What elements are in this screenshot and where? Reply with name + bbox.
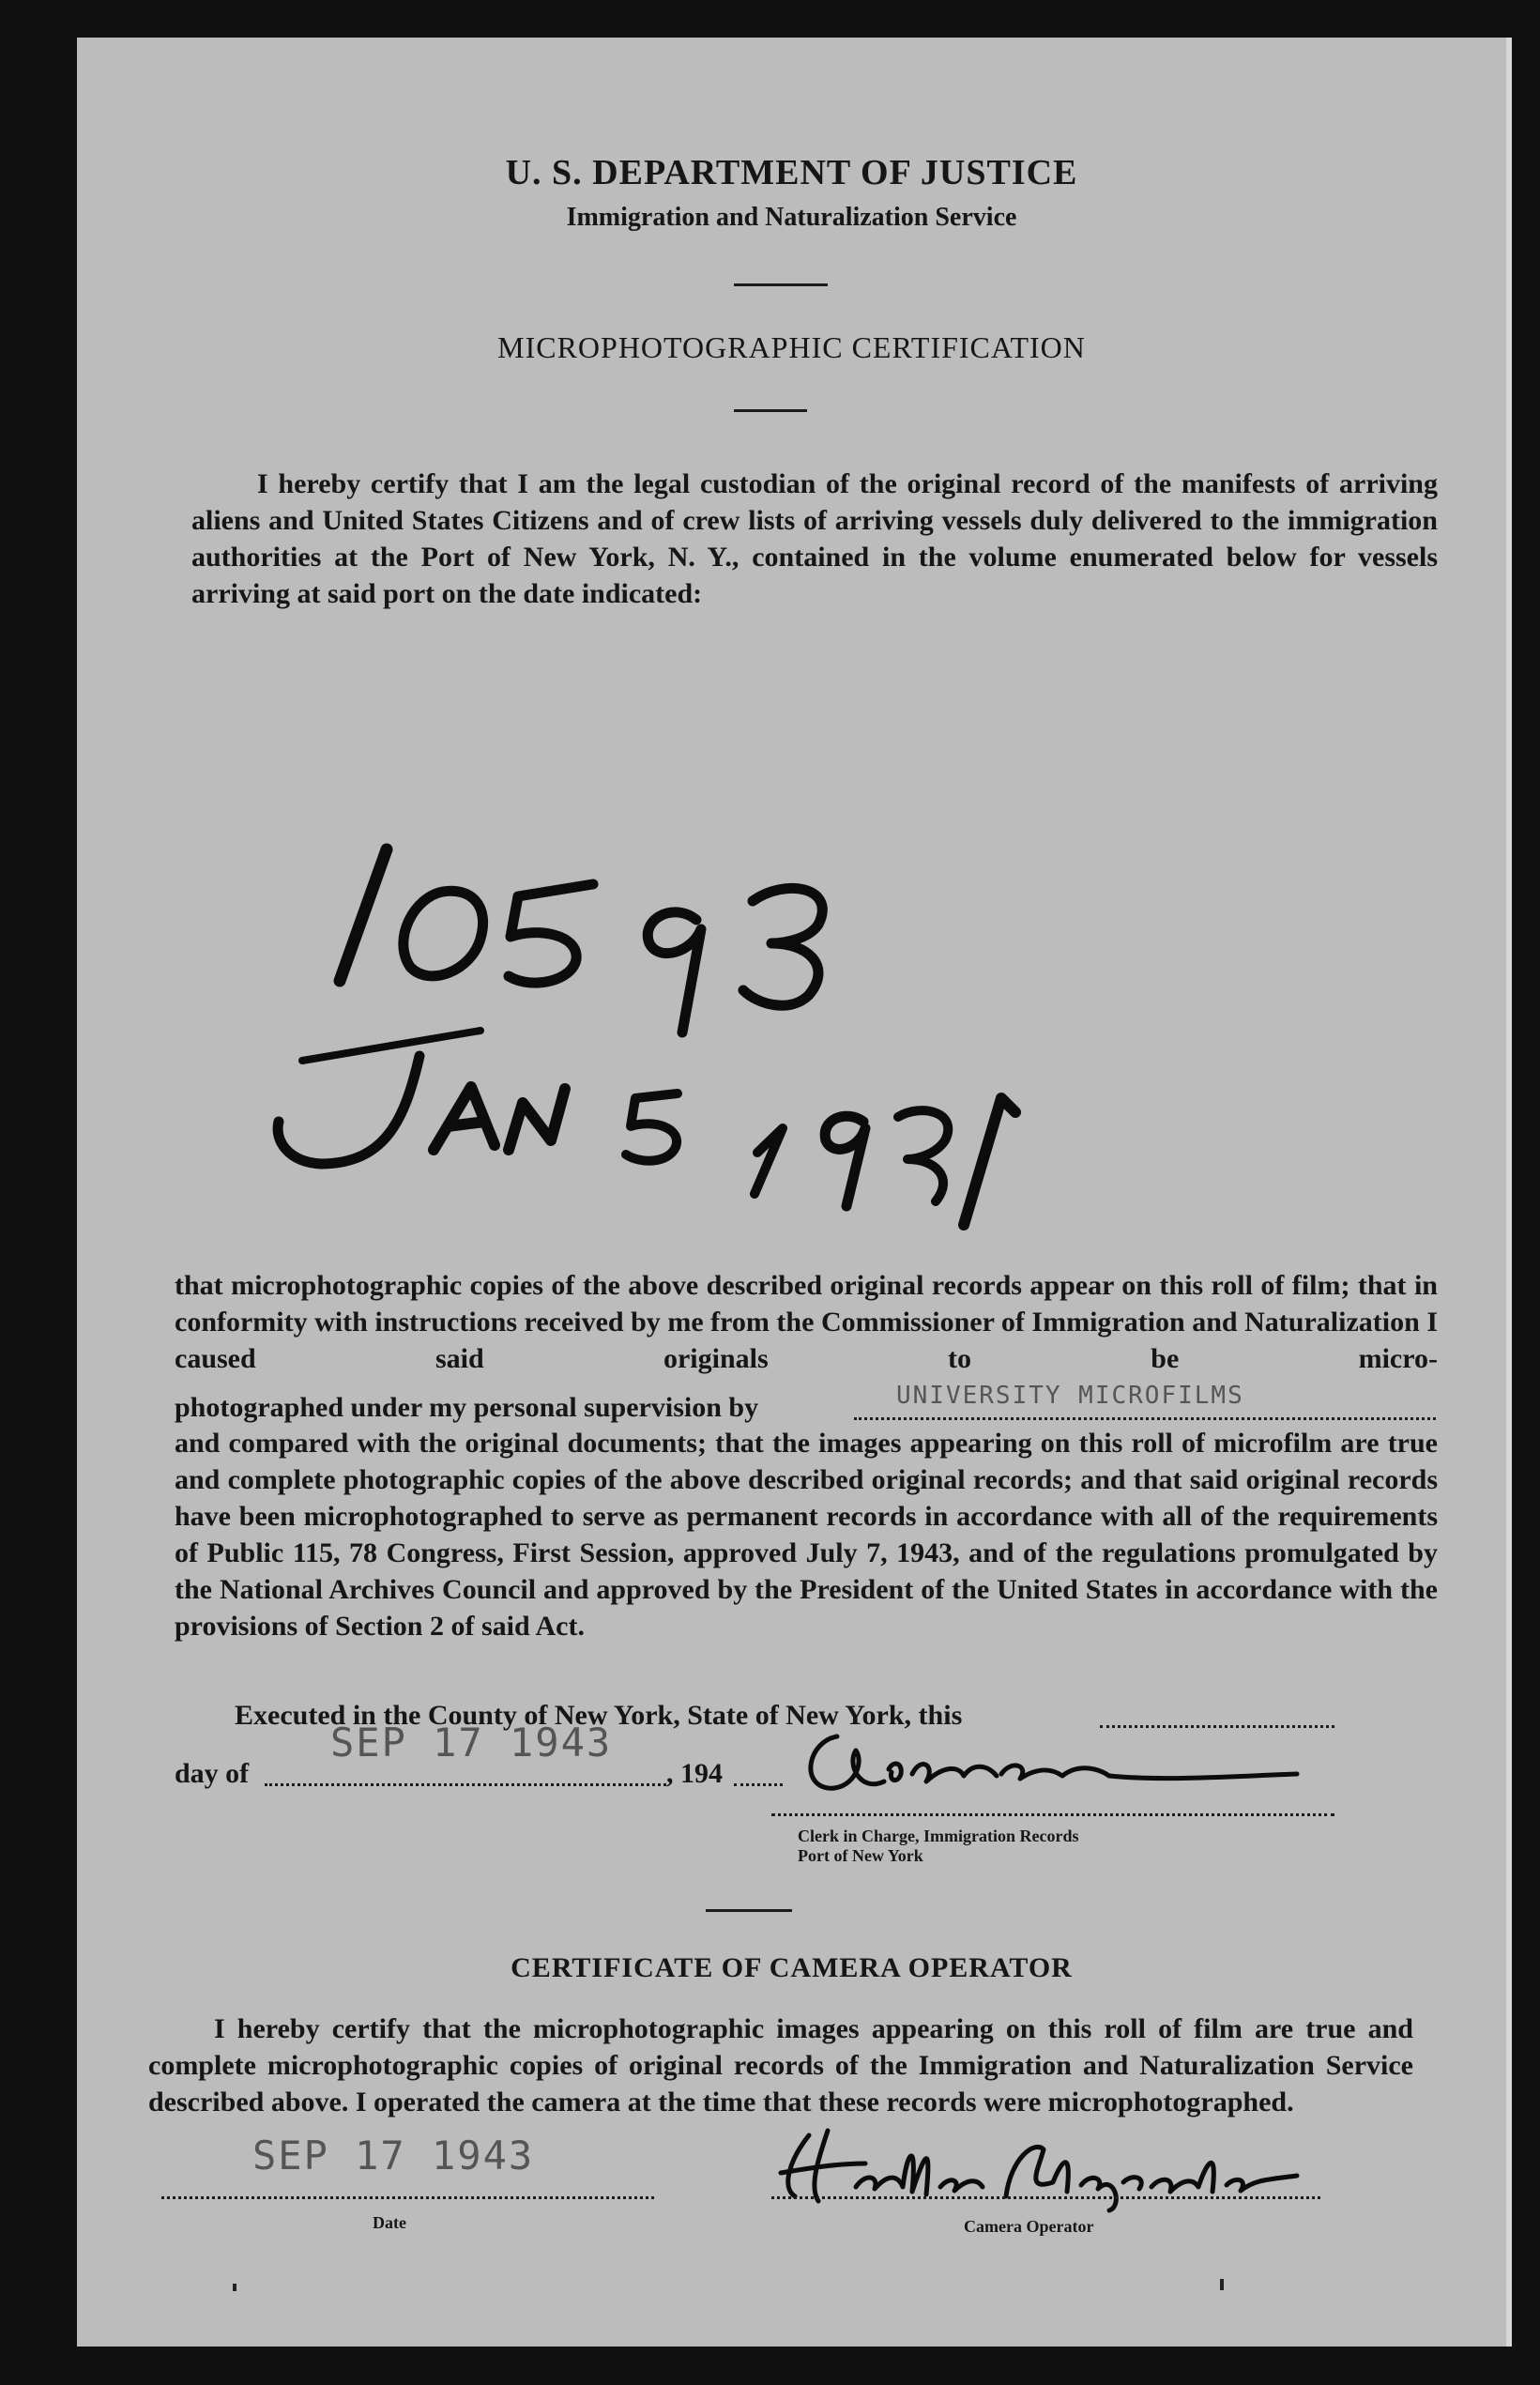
film-speck — [1220, 2279, 1224, 2290]
camera-operator-signature — [753, 2121, 1316, 2215]
service-subheading: Immigration and Naturalization Service — [566, 203, 1017, 232]
executed-label: Executed in the County of New York, State of New York, this — [235, 1700, 963, 1731]
divider — [706, 1909, 792, 1912]
copies-paragraph-intro: that microphotographic copies of the above described original records appear on this roll of film; that in conformity with instructions received by me from the Commissioner of Immigration and Naturalization I caused said originals to be micro- — [175, 1270, 1438, 1374]
camera-operator-paragraph: I hereby certify that the microphotographic images appearing on this roll of film are true and complete microphotographic copies of original records of the Immigration and Naturalization Service described above. I operated the camera at the time that these records were microphotographed. — [148, 2013, 1413, 2117]
certification-title: MICROPHOTOGRAPHIC CERTIFICATION — [497, 330, 1086, 364]
supervisor-stamp: UNIVERSITY MICROFILMS — [896, 1382, 1244, 1410]
date-label: Date — [373, 2213, 406, 2232]
supervision-label: photographed under my personal supervision by — [175, 1392, 759, 1423]
clerk-dotted-line — [771, 1813, 1334, 1816]
copies-paragraph-rest: and compared with the original documents; that the images appearing on this roll of microfilm are true and complete photographic copies of the above described original records; and that said original records have been microphotographed to serve as permanent records in accordance with all of the requirements of Public 115, 78 Congress, First Session, approved July 7, 1943, and of the regulations promulgated by the National Archives Council and approved by the President of the United States in accordance with the provisions of Section 2 of said Act. — [175, 1428, 1438, 1642]
film-speck — [233, 2284, 236, 2291]
execution-date-stamp: SEP 17 1943 — [330, 1720, 613, 1766]
camera-operator-title: CERTIFICATE OF CAMERA OPERATOR — [511, 1952, 1073, 1983]
certificate-page — [77, 38, 1512, 2347]
divider — [734, 283, 828, 286]
supervisor-dotted-line — [854, 1417, 1436, 1420]
day-of-label: day of — [175, 1758, 250, 1789]
camera-operator-label: Camera Operator — [964, 2217, 1094, 2236]
custodian-paragraph: I hereby certify that I am the legal custodian of the original record of the manifests of arriving aliens and United States Citizens and of crew lists of arriving vessels duly delivered to the immigration authorities at the Port of New York, N. Y., contained in the volume enumerated below for vessels arriving at said port on the date indicated: — [191, 468, 1438, 609]
clerk-title-line1: Clerk in Charge, Immigration Records — [798, 1827, 1079, 1845]
clerk-title-line2: Port of New York — [798, 1846, 923, 1865]
divider — [734, 409, 807, 412]
handwritten-volume-date — [208, 788, 1241, 1183]
day-dotted-line — [265, 1783, 666, 1786]
date-dotted-line — [161, 2196, 654, 2199]
clerk-signature — [771, 1708, 1334, 1821]
camera-date-stamp: SEP 17 1943 — [252, 2133, 535, 2179]
supervision-line — [175, 1389, 758, 1426]
year-prefix: , 194 — [666, 1758, 723, 1789]
operator-dotted-line — [771, 2196, 1320, 2199]
department-heading: U. S. DEPARTMENT OF JUSTICE — [505, 153, 1078, 192]
